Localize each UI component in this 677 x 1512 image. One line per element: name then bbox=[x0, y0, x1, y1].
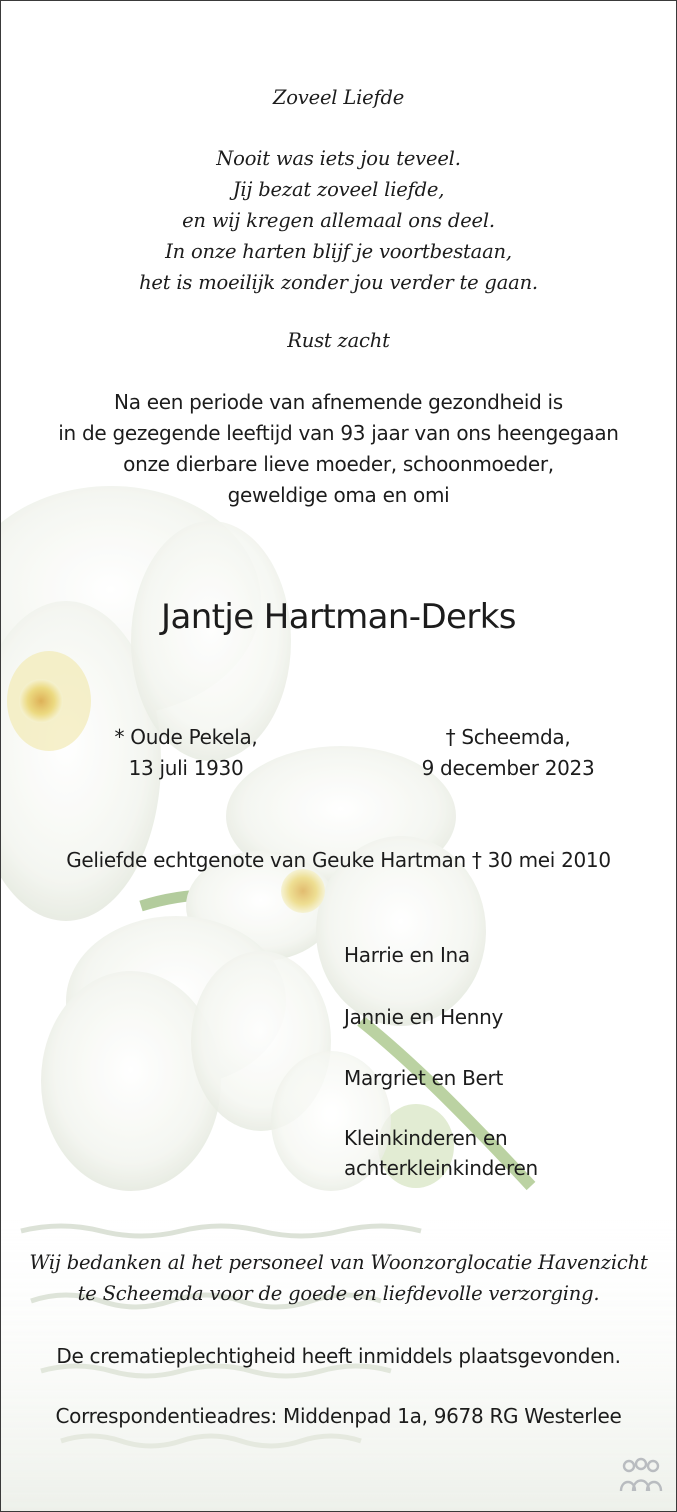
family-member: Harrie en Ina bbox=[344, 943, 470, 967]
deceased-name: Jantje Hartman-Derks bbox=[161, 597, 516, 637]
announcement-line: in de gezegende leeftijd van 93 jaar van ons heengegaan bbox=[58, 421, 619, 445]
announcement-line: Na een periode van afnemende gezondheid is bbox=[114, 390, 563, 414]
poem-line: Jij bezat zoveel liefde, bbox=[232, 178, 445, 201]
correspondence-address: Correspondentieadres: Middenpad 1a, 9678 RG Westerlee bbox=[55, 1404, 622, 1428]
family-member: Jannie en Henny bbox=[344, 1005, 504, 1029]
cremation-note: De crematieplechtigheid heeft inmiddels plaatsgevonden. bbox=[56, 1344, 621, 1368]
announcement-line: onze dierbare lieve moeder, schoonmoeder, bbox=[123, 452, 554, 476]
death-place: † Scheemda, bbox=[445, 725, 571, 749]
poem-closing: Rust zacht bbox=[287, 329, 390, 352]
announcement-line: geweldige oma en omi bbox=[227, 483, 450, 507]
poem-title: Zoveel Liefde bbox=[272, 86, 405, 109]
poem-line: Nooit was iets jou teveel. bbox=[216, 147, 461, 170]
birth-place: * Oude Pekela, bbox=[114, 725, 258, 749]
family-people-logo-icon bbox=[617, 1457, 665, 1497]
family-member: achterkleinkinderen bbox=[344, 1156, 538, 1180]
spouse-line: Geliefde echtgenote van Geuke Hartman † 30 mei 2010 bbox=[66, 848, 611, 872]
poem-line: en wij kregen allemaal ons deel. bbox=[182, 209, 495, 232]
thanks-line: te Scheemda voor de goede en liefdevolle verzorging. bbox=[77, 1282, 600, 1305]
family-member: Margriet en Bert bbox=[344, 1066, 503, 1090]
poem-line: het is moeilijk zonder jou verder te gaan. bbox=[139, 271, 538, 294]
death-date: 9 december 2023 bbox=[421, 756, 595, 780]
thanks-line: Wij bedanken al het personeel van Woonzorglocatie Havenzicht bbox=[29, 1251, 648, 1274]
poem-line: In onze harten blijf je voortbestaan, bbox=[165, 240, 512, 263]
birth-date: 13 juli 1930 bbox=[128, 756, 244, 780]
family-member: Kleinkinderen en bbox=[344, 1126, 508, 1150]
